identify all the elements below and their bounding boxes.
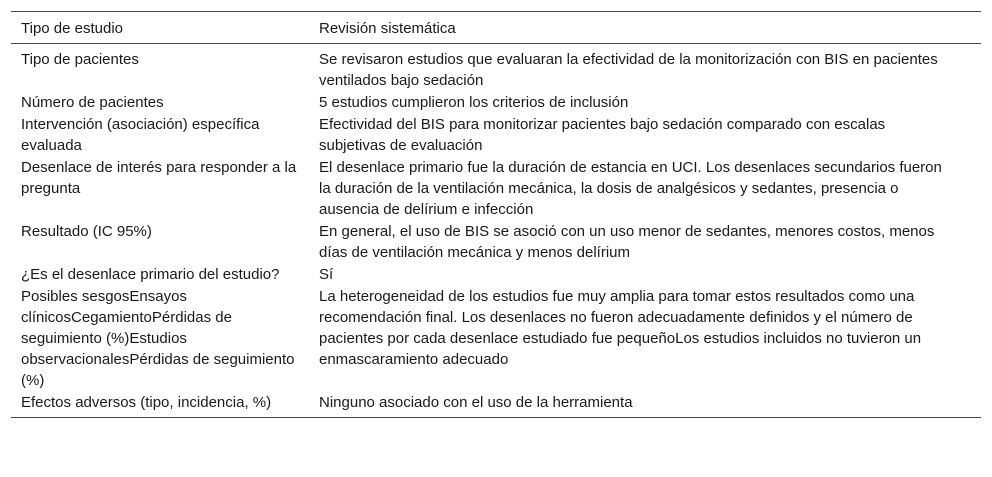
table-row	[11, 44, 981, 93]
table-row	[11, 221, 981, 264]
table-row	[11, 392, 981, 418]
row-value: Ninguno asociado con el uso de la herramienta	[319, 394, 633, 411]
row-label: Posibles sesgosEnsayos clínicosCegamientoPérdidas de seguimiento (%)Estudios observacionalesPérdidas de seguimiento (%)	[21, 288, 295, 389]
header-cell-study-type-value: Revisión sistemática	[319, 20, 456, 37]
row-value: 5 estudios cumplieron los criterios de inclusión	[319, 94, 629, 111]
table-row	[11, 92, 981, 114]
table-body	[11, 44, 981, 418]
row-value: Efectividad del BIS para monitorizar pacientes bajo sedación comparado con escalas subjetivas de evaluación	[319, 116, 886, 154]
row-label: Intervención (asociación) específica evaluada	[21, 116, 260, 154]
table-row	[11, 264, 981, 286]
row-label: Número de pacientes	[21, 94, 164, 111]
row-value: Sí	[319, 266, 334, 283]
row-value: La heterogeneidad de los estudios fue muy amplia para tomar estos resultados como una recomendación final. Los desenlaces no fueron adecuadamente definidos y el número de pacientes por cada desenlace estudiado fue pequeñoLos estudios incluidos no tuvieron un enmascaramiento adecuado	[319, 288, 922, 368]
study-summary-table-container	[11, 11, 981, 418]
table-row	[11, 157, 981, 221]
study-summary-table	[11, 11, 981, 418]
row-label: Tipo de pacientes	[21, 51, 139, 68]
table-row	[11, 114, 981, 157]
row-value: En general, el uso de BIS se asoció con un uso menor de sedantes, menores costos, menos días de ventilación mecánica y menos delírium	[319, 223, 935, 261]
header-row	[11, 12, 981, 44]
row-value: Se revisaron estudios que evaluaran la efectividad de la monitorización con BIS en pacientes ventilados bajo sedación	[319, 51, 938, 89]
row-label: Desenlace de interés para responder a la pregunta	[21, 159, 297, 197]
header-cell-study-type-label: Tipo de estudio	[21, 20, 124, 37]
row-value: El desenlace primario fue la duración de estancia en UCI. Los desenlaces secundarios fueron la duración de la ventilación mecánica, la dosis de analgésicos y sedantes, presencia o ausencia de delírium e infección	[319, 159, 942, 218]
row-label: Resultado (IC 95%)	[21, 223, 152, 240]
table-header	[11, 12, 981, 44]
table-row	[11, 286, 981, 392]
row-label: ¿Es el desenlace primario del estudio?	[21, 266, 280, 283]
row-label: Efectos adversos (tipo, incidencia, %)	[21, 394, 272, 411]
